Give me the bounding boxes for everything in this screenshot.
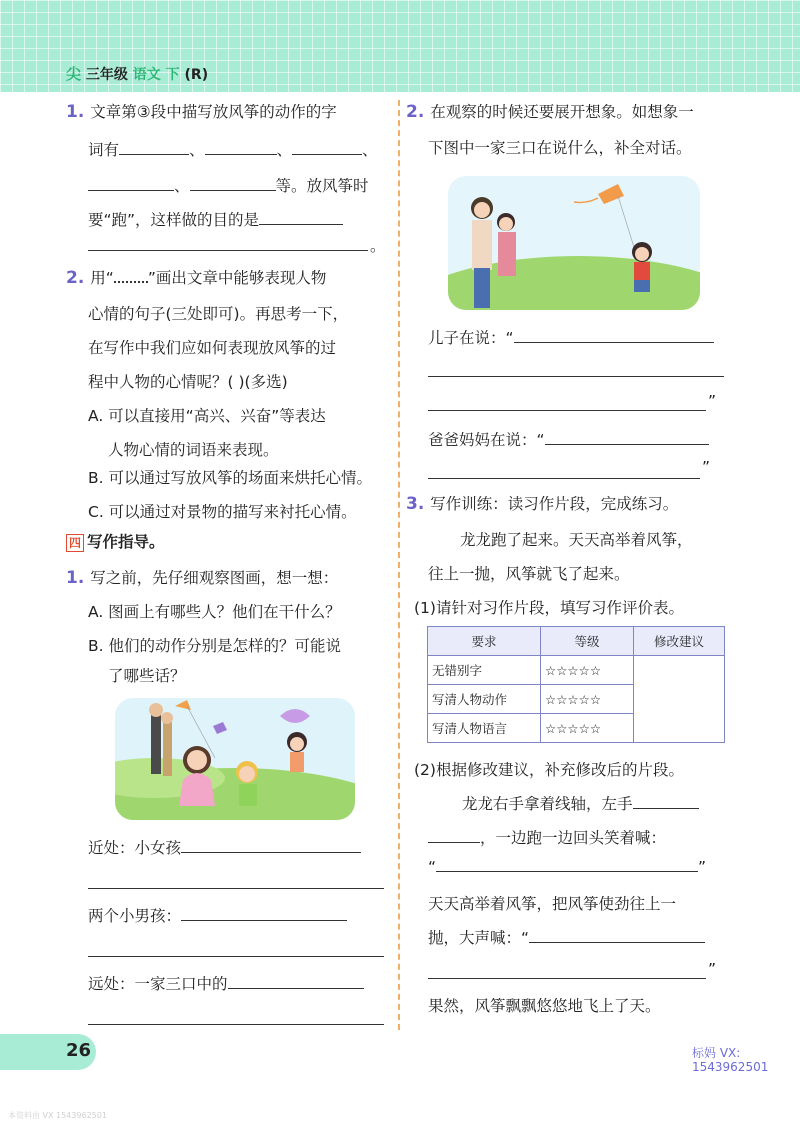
table-header: 修改建议 (634, 627, 725, 656)
answer-line[interactable] (428, 978, 706, 979)
star-rating[interactable]: ☆☆☆☆☆ (541, 685, 634, 714)
table-header: 要求 (428, 627, 541, 656)
blank[interactable] (205, 153, 277, 155)
w1-option-a: A. 图画上有哪些人？他们在干什么？ (88, 603, 341, 621)
star-rating[interactable]: ☆☆☆☆☆ (541, 714, 634, 743)
r-q2-text: 下图中一家三口在说什么，补全对话。 (428, 139, 692, 157)
parents-label: 爸爸妈妈在说：“ (428, 431, 545, 449)
q2-number: 2. (66, 268, 85, 288)
fragment-line2: 往上一抛，风筝就飞了起来。 (428, 565, 630, 583)
quote-close: ” (698, 858, 707, 876)
table-cell: 写清人物语言 (428, 714, 541, 743)
answer-line[interactable] (88, 1024, 384, 1025)
q1-line2 (88, 138, 378, 160)
q3-line1 (406, 492, 678, 514)
family-kite-illustration (448, 176, 700, 310)
rewrite-line2 (428, 826, 666, 848)
r-q2-text: 在观察的时候还要展开想象。如想象一 (430, 103, 694, 121)
q3-number: 3. (406, 494, 425, 514)
son-label: 儿子在说：“ (428, 329, 514, 347)
far-label: 远处：一家三口中的 (88, 975, 228, 993)
rewrite-text: 抛，大声喊：“ (428, 929, 530, 947)
rewrite-line5 (428, 926, 705, 948)
q1-number: 1. (66, 102, 85, 122)
q1-text: 文章第③段中描写放风筝的动作的字 (90, 103, 337, 121)
son-line (428, 326, 714, 348)
q1-line3 (88, 174, 369, 196)
far-line (88, 972, 364, 994)
q1-text: 等。放风筝时 (275, 177, 369, 195)
q3-text: 写作训练：读习作片段，完成练习。 (430, 495, 679, 513)
edition: (R) (184, 67, 209, 83)
fragment-line1: 龙龙跑了起来。天天高举着风筝， (460, 531, 693, 549)
rewrite-text: ，一边跑一边回头笑着喊： (480, 829, 667, 847)
answer-line[interactable] (428, 376, 724, 377)
period: 。 (370, 237, 386, 255)
right-column (400, 0, 800, 1040)
boys-line (88, 904, 347, 926)
part2-text: (2)根据修改建议，补充修改后的片段。 (414, 761, 684, 779)
w1-text: 写之前，先仔细观察图画，想一想： (90, 569, 339, 587)
blank[interactable] (228, 987, 364, 989)
brand-logo: 尖 (66, 65, 82, 83)
boys-label: 两个小男孩： (88, 907, 182, 925)
table-header-row (428, 627, 725, 656)
rewrite-line1 (462, 792, 699, 814)
quote-close: ” (702, 458, 711, 476)
grade: 三年级 (85, 67, 128, 83)
w1-option-b: B. 他们的动作分别是怎样的？可能说 (88, 637, 341, 655)
section-title: 写作指导。 (87, 533, 165, 551)
blank[interactable] (545, 443, 709, 445)
blank[interactable] (436, 870, 698, 872)
r-q2-line1 (406, 100, 694, 122)
q2-text: ”画出文章中能够表现人物 (147, 269, 327, 287)
footer-text: 本资料由 VX 1543962501 (8, 1111, 107, 1120)
watermark-line1: 标妈 VX: (692, 1046, 741, 1060)
suggestion-cell[interactable] (634, 656, 725, 743)
blank[interactable] (119, 153, 189, 155)
blank[interactable] (428, 841, 480, 843)
w1-number: 1. (66, 568, 85, 588)
q1-prefix: 词有 (88, 141, 120, 159)
answer-line[interactable] (88, 888, 384, 889)
q2-line1 (66, 266, 326, 288)
table-row (428, 656, 725, 685)
answer-line[interactable] (88, 250, 368, 251)
q2-text: 在写作中我们应如何表现放风筝的过 (88, 339, 337, 357)
sep: 、 (174, 177, 190, 195)
blank[interactable] (529, 941, 705, 943)
near-label: 近处：小女孩 (88, 839, 182, 857)
r-q2-number: 2. (406, 102, 425, 122)
table-cell: 无错别字 (428, 656, 541, 685)
part1-text: (1)请针对习作片段，填写习作评价表。 (414, 599, 684, 617)
q2-text: 程中人物的心情呢？( )(多选) (88, 373, 288, 391)
option-c: C. 可以通过对景物的描写来衬托心情。 (88, 503, 357, 521)
q2-text: 用“ (90, 269, 114, 287)
blank[interactable] (633, 807, 699, 809)
option-b: B. 可以通过写放风筝的场面来烘托心情。 (88, 469, 372, 487)
w1-option-b-cont: 了哪些话？ (108, 667, 186, 685)
sep: 、 (362, 141, 378, 159)
blank[interactable] (181, 919, 347, 921)
rewrite-text: 天天高举着风筝，把风筝使劲往上一 (428, 895, 677, 913)
sep: 、 (276, 141, 293, 159)
left-column (0, 0, 400, 1040)
blank[interactable] (181, 851, 361, 853)
quote-close: ” (708, 392, 717, 410)
blank[interactable] (88, 189, 174, 191)
answer-line[interactable] (88, 956, 384, 957)
table-cell: 写清人物动作 (428, 685, 541, 714)
option-a: A. 可以直接用“高兴、兴奋”等表达 (88, 407, 326, 425)
blank[interactable] (514, 341, 714, 343)
blank[interactable] (259, 223, 343, 225)
rewrite-line3 (428, 858, 706, 876)
answer-line[interactable] (428, 478, 700, 479)
watermark (692, 1046, 768, 1074)
sep: 、 (189, 141, 205, 159)
kite-children-illustration (115, 698, 355, 820)
rewrite-text: 果然，风筝飘飘悠悠地飞上了天。 (428, 997, 661, 1015)
q1-text: 要“跑”，这样做的目的是 (88, 211, 260, 229)
q1-line4 (88, 208, 343, 230)
table-header: 等级 (541, 627, 634, 656)
section-badge: 四 (66, 534, 84, 552)
wavy-underline-icon (114, 281, 148, 283)
volume: 下 (165, 67, 180, 83)
quote-close: ” (708, 960, 717, 978)
answer-line[interactable] (428, 410, 706, 411)
section-heading (66, 530, 165, 552)
star-rating[interactable]: ☆☆☆☆☆ (541, 656, 634, 685)
quote-open: “ (428, 858, 437, 876)
watermark-line2: 1543962501 (692, 1060, 769, 1074)
parents-line (428, 428, 709, 450)
w1-line1 (66, 566, 338, 588)
q2-text: 心情的句子(三处即可)。再思考一下， (88, 305, 349, 323)
option-a-cont: 人物心情的词语来表现。 (108, 441, 279, 459)
rewrite-text: 龙龙右手拿着线轴，左手 (462, 795, 633, 813)
q1-line1 (66, 100, 337, 122)
page-number: 26 (66, 1040, 92, 1061)
subject: 语文 (132, 67, 161, 83)
evaluation-table (427, 626, 725, 743)
near-line (88, 836, 361, 858)
blank[interactable] (190, 189, 276, 191)
blank[interactable] (292, 153, 362, 155)
